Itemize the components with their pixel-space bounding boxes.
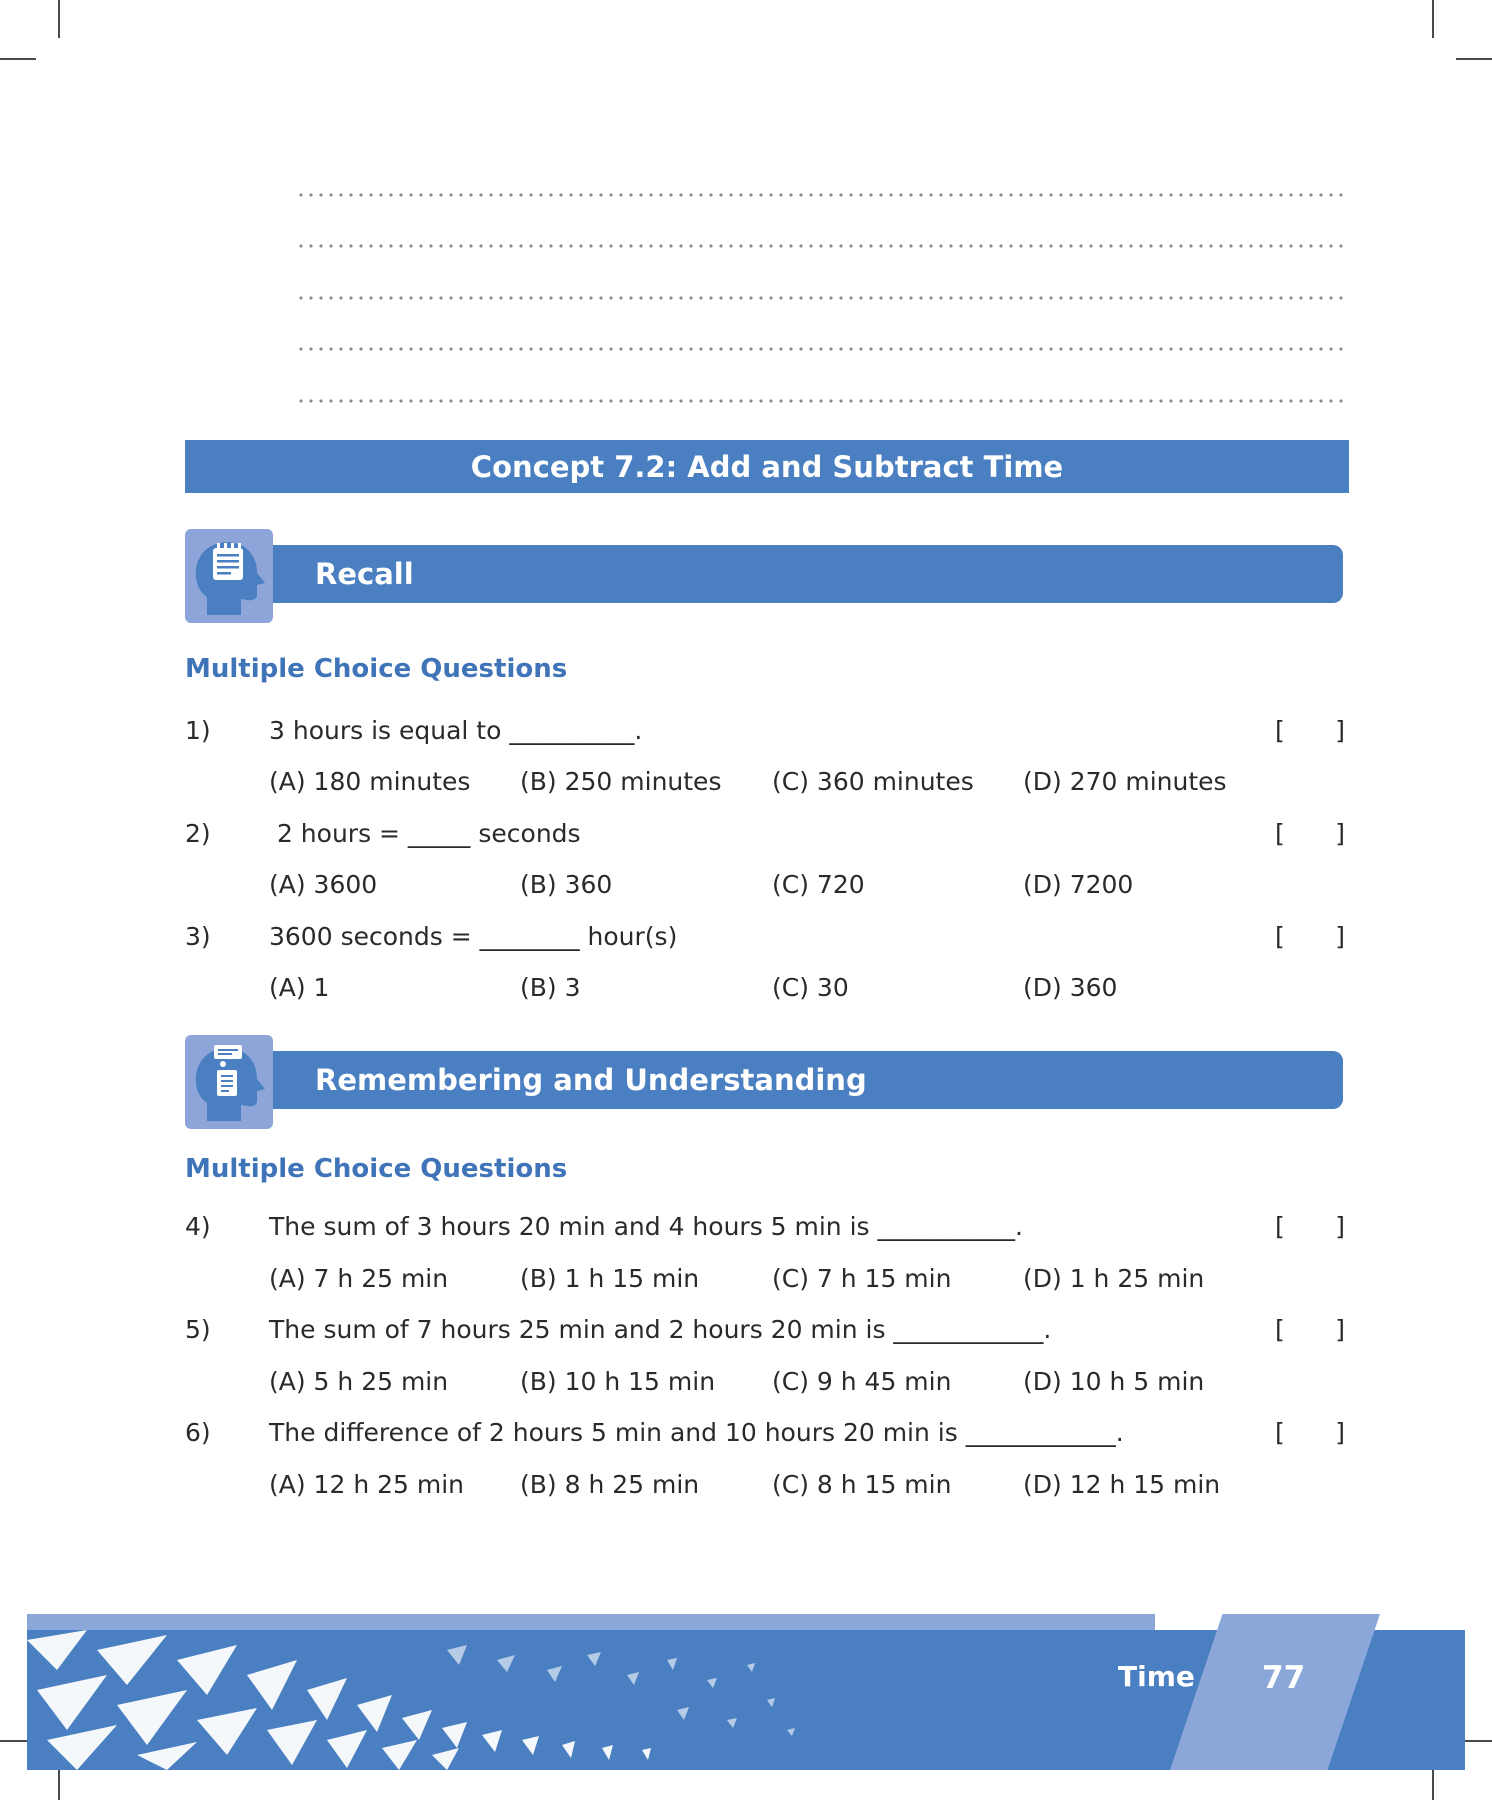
option-c[interactable]: (C) 7 h 15 min (772, 1264, 952, 1293)
question-text: 3 hours is equal to __________. (269, 716, 643, 745)
option-b[interactable]: (B) 360 (520, 870, 613, 899)
option-d[interactable]: (D) 10 h 5 min (1023, 1367, 1205, 1396)
option-d[interactable]: (D) 270 minutes (1023, 767, 1227, 796)
option-a[interactable]: (A) 3600 (269, 870, 378, 899)
answer-box[interactable]: [ ] (1275, 1418, 1345, 1447)
answer-box[interactable]: [ ] (1275, 819, 1345, 848)
option-a[interactable]: (A) 180 minutes (269, 767, 471, 796)
option-a[interactable]: (A) 12 h 25 min (269, 1470, 465, 1499)
option-d[interactable]: (D) 360 (1023, 973, 1118, 1002)
option-c[interactable]: (C) 30 (772, 973, 849, 1002)
option-d[interactable]: (D) 7200 (1023, 870, 1134, 899)
question-number: 6) (185, 1418, 211, 1447)
page-number: 77 (1262, 1660, 1306, 1696)
question-text: The sum of 7 hours 25 min and 2 hours 20 min is ____________. (269, 1315, 1052, 1344)
understanding-mcq-title: Multiple Choice Questions (185, 1154, 568, 1184)
question-number: 3) (185, 922, 211, 951)
dotted-writing-line[interactable] (296, 193, 1346, 197)
option-c[interactable]: (C) 360 minutes (772, 767, 974, 796)
understanding-heading: Remembering and Understanding (315, 1063, 867, 1097)
footer-chapter-title: Time (1118, 1660, 1195, 1693)
option-a[interactable]: (A) 1 (269, 973, 330, 1002)
question-text: 3600 seconds = ________ hour(s) (269, 922, 678, 951)
dotted-writing-line[interactable] (296, 399, 1346, 403)
recall-icon (185, 529, 273, 623)
concept-title: Concept 7.2: Add and Subtract Time (470, 449, 1064, 484)
question-text: The difference of 2 hours 5 min and 10 hours 20 min is ____________. (269, 1418, 1124, 1447)
option-b[interactable]: (B) 8 h 25 min (520, 1470, 700, 1499)
option-d[interactable]: (D) 1 h 25 min (1023, 1264, 1205, 1293)
option-b[interactable]: (B) 1 h 15 min (520, 1264, 700, 1293)
question-number: 1) (185, 716, 211, 745)
concept-title-bar (185, 440, 1349, 493)
answer-box[interactable]: [ ] (1275, 716, 1345, 745)
answer-box[interactable]: [ ] (1275, 1315, 1345, 1344)
question-number: 4) (185, 1212, 211, 1241)
option-b[interactable]: (B) 10 h 15 min (520, 1367, 716, 1396)
understanding-icon (185, 1035, 273, 1129)
question-text: 2 hours = _____ seconds (269, 819, 581, 848)
option-c[interactable]: (C) 9 h 45 min (772, 1367, 952, 1396)
question-number: 2) (185, 819, 211, 848)
question-number: 5) (185, 1315, 211, 1344)
answer-box[interactable]: [ ] (1275, 922, 1345, 951)
recall-heading-bar (250, 545, 1343, 603)
crop-mark (1456, 58, 1492, 60)
answer-box[interactable]: [ ] (1275, 1212, 1345, 1241)
option-b[interactable]: (B) 3 (520, 973, 581, 1002)
crop-mark (58, 0, 60, 38)
dotted-writing-line[interactable] (296, 347, 1346, 351)
dotted-writing-line[interactable] (296, 244, 1346, 248)
crop-mark (0, 58, 36, 60)
triangle-pattern (27, 1630, 827, 1770)
option-a[interactable]: (A) 5 h 25 min (269, 1367, 449, 1396)
crop-mark (1432, 0, 1434, 38)
option-a[interactable]: (A) 7 h 25 min (269, 1264, 449, 1293)
recall-mcq-title: Multiple Choice Questions (185, 654, 568, 684)
dotted-writing-line[interactable] (296, 296, 1346, 300)
recall-heading: Recall (315, 557, 414, 591)
option-c[interactable]: (C) 720 (772, 870, 865, 899)
option-c[interactable]: (C) 8 h 15 min (772, 1470, 952, 1499)
option-d[interactable]: (D) 12 h 15 min (1023, 1470, 1221, 1499)
option-b[interactable]: (B) 250 minutes (520, 767, 722, 796)
question-text: The sum of 3 hours 20 min and 4 hours 5 min is ___________. (269, 1212, 1023, 1241)
understanding-heading-bar (250, 1051, 1343, 1109)
